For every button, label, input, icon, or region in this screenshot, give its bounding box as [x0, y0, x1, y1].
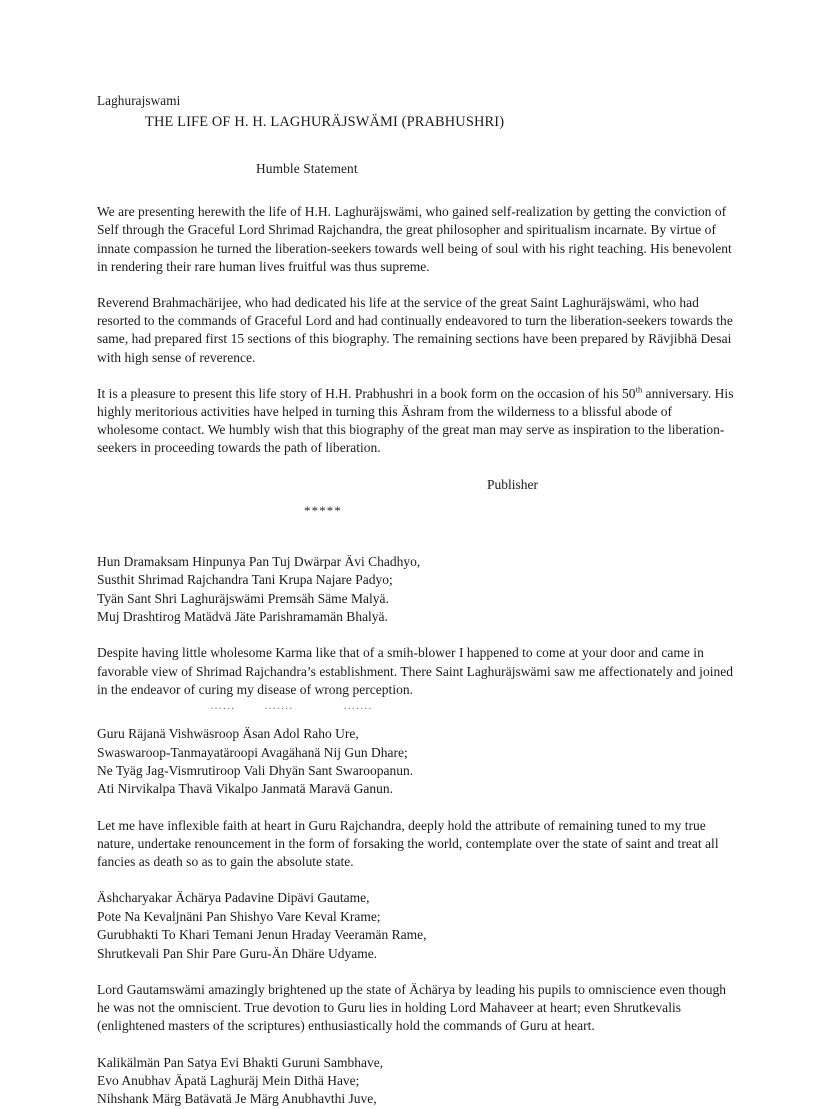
anniversary-text-leading: It is a pleasure to present this life story of H.H. Prabhushri in a book form on the occasion of his 50	[97, 385, 636, 401]
verse-line: Gurubhakti To Khari Temani Jenun Hraday Veeramän Rame,	[97, 927, 427, 943]
spacer	[97, 519, 734, 544]
verse-block-4	[97, 1054, 734, 1109]
spacer	[97, 799, 734, 817]
spacer	[97, 178, 734, 203]
asterisk-ornament: *****	[304, 502, 342, 518]
dotted-separator: …… ……. …….	[210, 698, 372, 713]
ordinal-suffix: th	[635, 385, 643, 395]
verse-line: Kalikälmän Pan Satya Evi Bhakti Guruni Sambhave,	[97, 1054, 384, 1070]
verse-line: Susthit Shrimad Rajchandra Tani Krupa Najare Padyo;	[97, 572, 393, 588]
verse-line: Pote Na Kevaljnäni Pan Shishyo Vare Keval Krame;	[97, 908, 381, 924]
verse-line: Muj Drashtirog Matädvä Jäte Parishramamän Bhalyä.	[97, 609, 388, 625]
spacer	[97, 871, 734, 889]
spacer	[97, 544, 734, 553]
paragraph-anniversary	[97, 385, 734, 458]
verse-line: Ati Nirvikalpa Thavä Vikalpo Janmatä Maravä Ganun.	[97, 781, 393, 797]
verse-line: Shrutkevali Pan Shir Pare Guru-Än Dhäre Udyame.	[97, 945, 378, 961]
verse-line: Ne Tyäg Jag-Vismrutiroop Vali Dhyän Sant Swaroopanun.	[97, 762, 414, 778]
paragraph-smith-blower: Despite having little wholesome Karma like that of a smih-blower I happened to come at your door and came in favorable view of Shrimad Rajchandra’s establishment. There Saint Laghuräjswämi saw me affectionately and joined in the endeavor of curing my disease of wrong perception.	[97, 645, 734, 697]
verse-block-1	[97, 553, 734, 627]
section-subtitle: Humble Statement	[256, 161, 358, 177]
spacer	[97, 1036, 734, 1054]
paragraph-presenting-life: We are presenting herewith the life of H.H. Laghuräjswämi, who gained self-realization by getting the conviction of Self through the Graceful Lord Shrimad Rajchandra, the great philosopher and spiritualism incarnate. By virtue of innate compassion he turned the liberation-seekers towards well being of soul with his right teaching. His benevolent in rendering their rare human lives fruitful was thus supreme.	[97, 204, 732, 274]
verse-line: Tyän Sant Shri Laghuräjswämi Premsäh Säme Malyä.	[97, 590, 389, 606]
verse-line: Nihshank Märg Batävatä Je Märg Anubhavthi Juve,	[97, 1091, 377, 1107]
verse-block-3	[97, 889, 734, 963]
verse-block-2	[97, 725, 734, 799]
verse-line: Evo Anubhav Äpatä Laghuräj Mein Dithä Have;	[97, 1072, 360, 1088]
spacer	[97, 367, 734, 385]
spacer	[97, 458, 734, 476]
paragraph-inflexible-faith: Let me have inflexible faith at heart in Guru Rajchandra, deeply hold the attribute of remaining tuned to my true nature, undertake renouncement in the form of forsaking the world, contemplate over the state of saint and treat all fancies as death so as to gain the absolute state.	[97, 817, 719, 870]
paragraph-gautamswami: Lord Gautamswämi amazingly brightened up the state of Ächärya by leading his pupils to omniscience even though he was not the omniscient. True devotion to Guru lies in holding Lord Mahaveer at heart; even Shrutkevalis (enlightened masters of the scriptures) enthusiastically hold the commands of Guru at heart.	[97, 981, 727, 1034]
spacer	[97, 494, 734, 503]
verse-line: Äshcharyakar Ächärya Padavine Dipävi Gautame,	[97, 890, 370, 906]
spacer	[97, 626, 734, 644]
paragraph-brahmacharijee: Reverend Brahmachärijee, who had dedicated his life at the service of the great Saint Laghuräjswämi, who had resorted to the commands of Graceful Lord and had continually endeavored to turn the liberation-seekers towards the same, had prepared first 15 sections of this biography. The remaining sections have been prepared by Rävjibhä Desai with high sense of reverence.	[97, 295, 733, 365]
spacer	[97, 712, 734, 725]
signature-publisher: Publisher	[487, 476, 539, 492]
page-content	[97, 92, 734, 1109]
page-title: THE LIFE OF H. H. LAGHURÄJSWÄMI (PRABHUSHRI)	[145, 113, 505, 130]
spacer	[97, 963, 734, 981]
verse-line: Guru Räjanä Vishwäsroop Äsan Adol Raho Ure,	[97, 726, 359, 742]
verse-line: Hun Dramaksam Hinpunya Pan Tuj Dwärpar Ävi Chadhyo,	[97, 553, 421, 569]
spacer	[97, 276, 734, 294]
verse-line: Swaswaroop-Tanmayatäroopi Avagähanä Nij Gun Dhare;	[97, 744, 408, 760]
anniversary-text-trailing: anniversary. His highly meritorious activities have helped in turning this Äshram from the wilderness to a blissful abode of wholesome contact. We humbly wish that this biography of the great man may serve as inspiration to the liberation-seekers in proceeding towards the path of liberation.	[97, 385, 734, 456]
running-head: Laghurajswami	[97, 93, 181, 108]
